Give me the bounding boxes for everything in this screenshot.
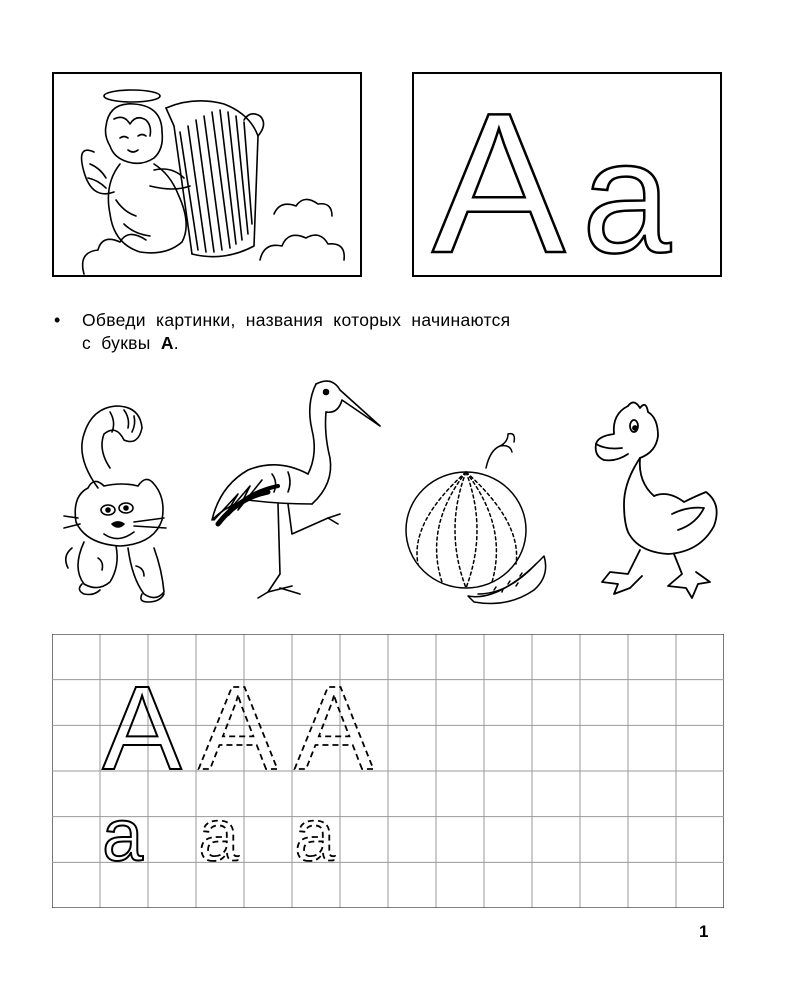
instruction-line-2-prefix: с буквы — [82, 333, 151, 353]
trace-letter-upper-solid: A — [102, 663, 182, 795]
trace-letter-lower-solid: a — [102, 795, 144, 877]
watermelon-icon — [404, 426, 550, 606]
instruction-text — [54, 309, 674, 355]
instruction-line-1: Обведи картинки, названия которых начинаются — [82, 310, 511, 330]
outlined-letter-upper: A — [432, 74, 566, 275]
outlined-letter-lower: a — [582, 107, 671, 275]
instruction-letter: А — [160, 333, 174, 353]
angel-with-harp-icon — [54, 74, 360, 275]
bullet-icon: • — [54, 310, 61, 330]
trace-letter-upper-dashed: A — [294, 663, 374, 795]
writing-grid — [52, 634, 724, 908]
cat-icon — [58, 398, 188, 608]
outlined-letters — [414, 74, 720, 275]
duck-icon — [588, 396, 724, 602]
instruction-line-2-suffix: . — [173, 333, 179, 353]
trace-letter-lower-dashed: a — [294, 795, 336, 877]
letter-display-frame — [412, 72, 722, 277]
page-number: 1 — [699, 922, 709, 941]
angel-picture-frame — [52, 72, 362, 277]
trace-letter-lower-dashed: a — [198, 795, 240, 877]
stork-icon — [208, 374, 384, 602]
trace-letter-upper-dashed: A — [198, 663, 278, 795]
instruction-line-2 — [54, 332, 674, 355]
